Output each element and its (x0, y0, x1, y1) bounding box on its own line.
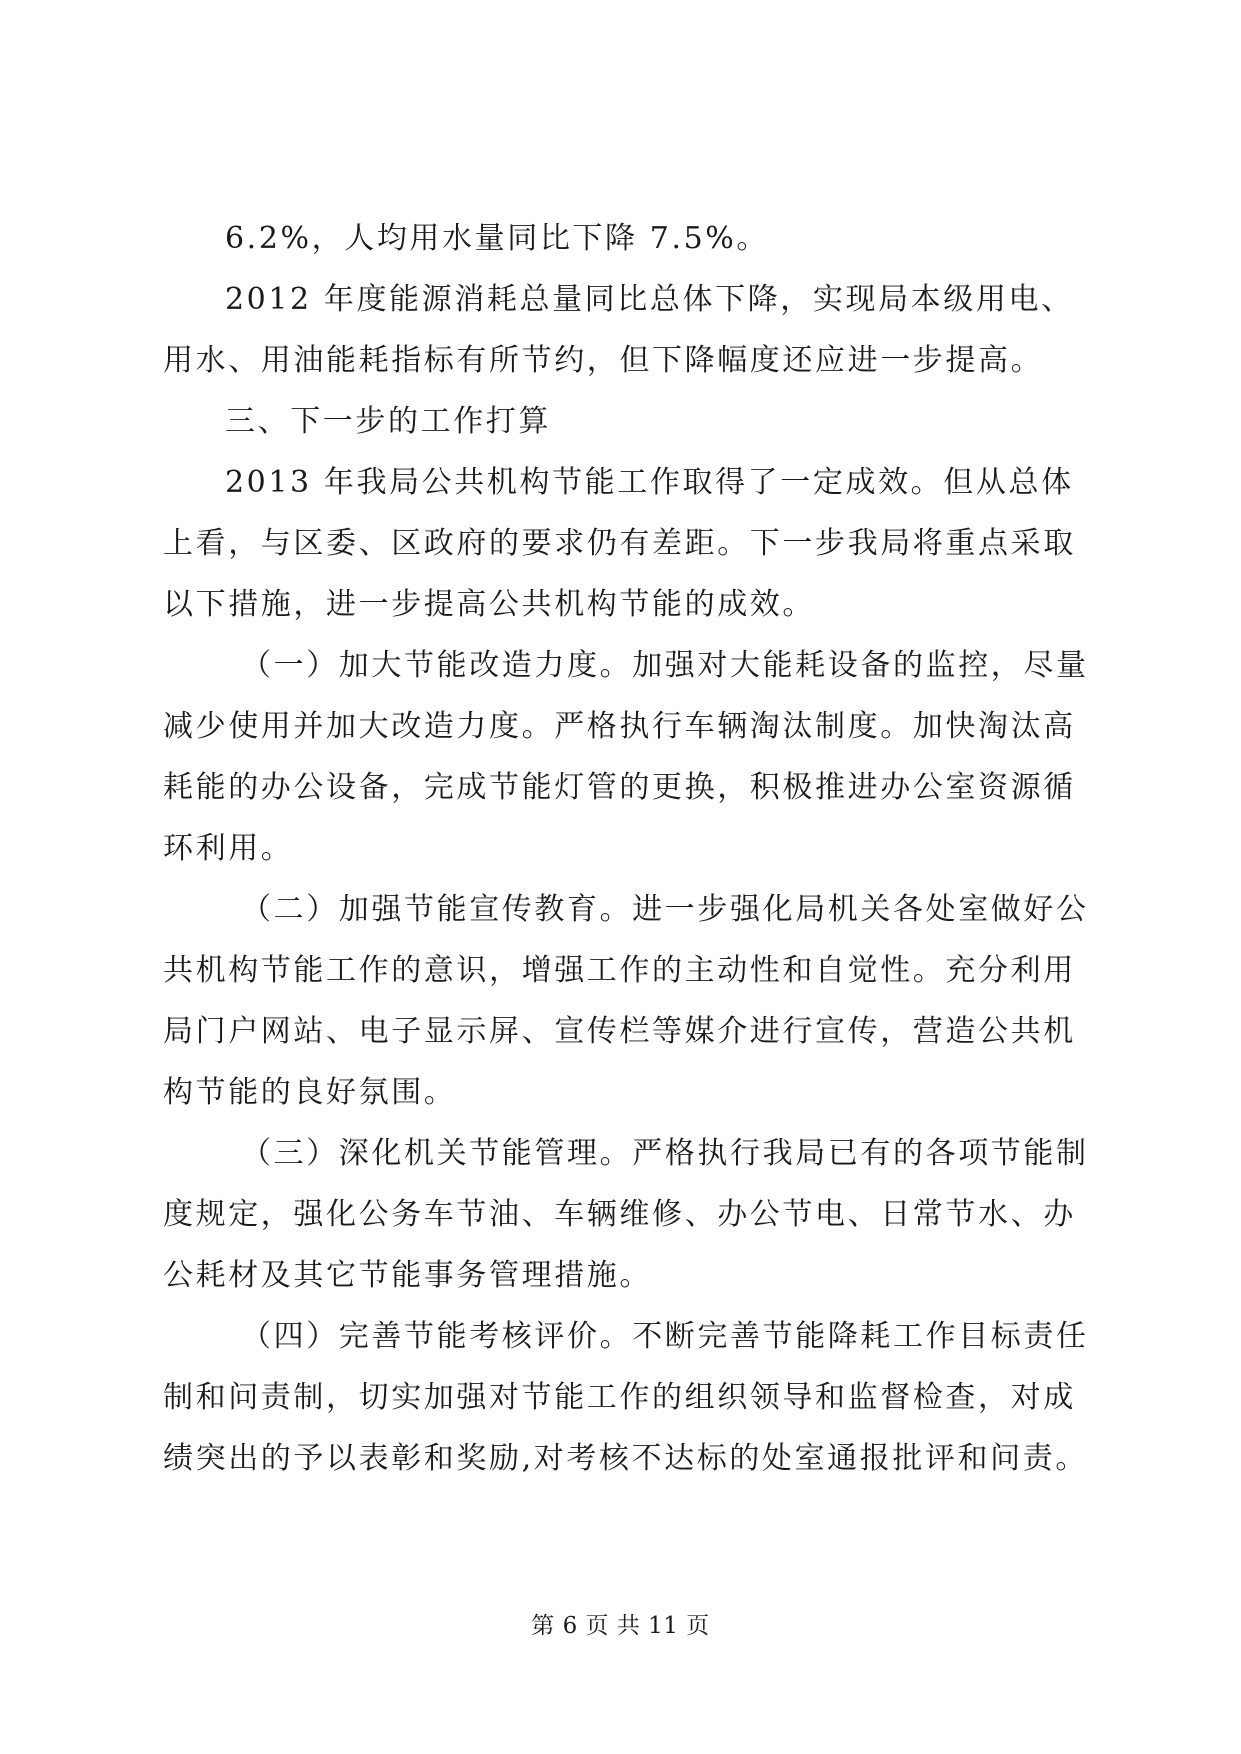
paragraph-line: 公耗材及其它节能事务管理措施。 (163, 1258, 652, 1293)
paragraph-line: 局门户网站、电子显示屏、宣传栏等媒介进行宣传，营造公共机 (163, 1014, 1076, 1049)
paragraph-line: 减少使用并加大改造力度。严格执行车辆淘汰制度。加快淘汰高 (163, 709, 1076, 744)
list-item-heading: （二）加强节能宣传教育。进一步强化局机关各处室做好公 (241, 892, 1089, 927)
paragraph-line: 耗能的办公设备，完成节能灯管的更换，积极推进办公室资源循 (163, 770, 1076, 805)
paragraph-line: 2012 年度能源消耗总量同比总体下降，实现局本级用电、 (225, 282, 1074, 317)
paragraph-line: 度规定，强化公务车节油、车辆维修、办公节电、日常节水、办 (163, 1197, 1076, 1232)
list-item-heading: （一）加大节能改造力度。加强对大能耗设备的监控，尽量 (241, 648, 1089, 683)
list-item-heading: （四）完善节能考核评价。不断完善节能降耗工作目标责任 (241, 1319, 1089, 1354)
paragraph-line: 共机构节能工作的意识，增强工作的主动性和自觉性。充分利用 (163, 953, 1076, 988)
paragraph-line: 构节能的良好氛围。 (163, 1075, 457, 1110)
paragraph-line: 用水、用油能耗指标有所节约，但下降幅度还应进一步提高。 (163, 343, 1044, 378)
paragraph-line: 绩突出的予以表彰和奖励,对考核不达标的处室通报批评和问责。 (163, 1441, 1088, 1476)
list-item-heading: （三）深化机关节能管理。严格执行我局已有的各项节能制 (241, 1136, 1089, 1171)
paragraph-line: 上看，与区委、区政府的要求仍有差距。下一步我局将重点采取 (163, 526, 1076, 561)
section-heading: 三、下一步的工作打算 (225, 404, 551, 439)
paragraph-line: 环利用。 (163, 831, 294, 866)
text-line: 6.2%，人均用水量同比下降 7.5%。 (225, 221, 769, 256)
paragraph-line: 2013 年我局公共机构节能工作取得了一定成效。但从总体 (225, 465, 1074, 500)
paragraph-line: 制和问责制，切实加强对节能工作的组织领导和监督检查，对成 (163, 1380, 1076, 1415)
paragraph-line: 以下措施，进一步提高公共机构节能的成效。 (163, 587, 815, 622)
document-body (163, 208, 1089, 1489)
page-footer: 第 6 页 共 11 页 (531, 1613, 710, 1639)
